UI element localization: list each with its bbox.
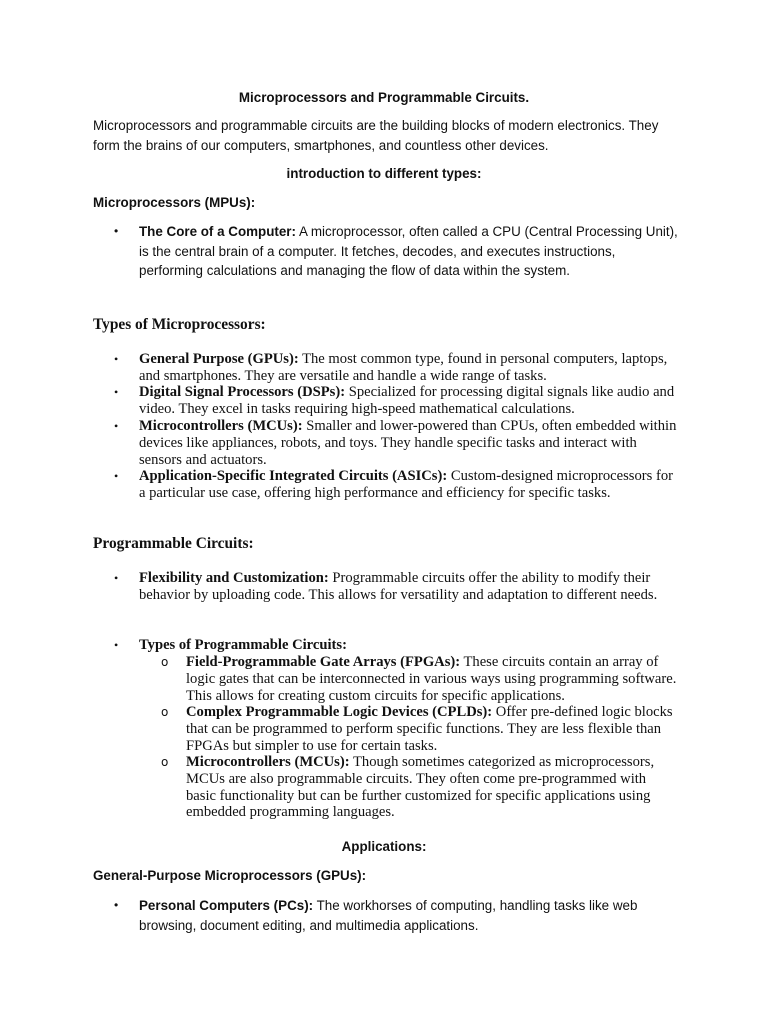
circle-bullet-icon: o — [161, 705, 169, 719]
list-item-text: Smaller and lower-powered than CPUs, often embedded within devices like appliances, robots, and toys. They handle specific tasks and interact with sensors and actuators. — [139, 418, 677, 468]
list-item-general-purpose — [139, 351, 679, 385]
list-item-term: Complex Programmable Logic Devices (CPLDs): — [186, 704, 493, 720]
list-item-term: Microcontrollers (MCUs): — [186, 754, 350, 770]
intro-types-heading: introduction to different types: — [286, 166, 482, 181]
circle-bullet-icon: o — [161, 755, 169, 769]
sub-item-cpld — [186, 704, 678, 754]
list-item-text: A microprocessor, often called a CPU (Central Processing Unit), is the central brain of a computer. It fetches, decodes, and executes instructions, performing calculations and managing the flow of data within the system. — [139, 224, 678, 279]
list-item-term: Flexibility and Customization: — [139, 570, 329, 586]
list-item-term: The Core of a Computer: — [139, 224, 296, 239]
mpu-heading: Microprocessors (MPUs): — [93, 195, 256, 210]
list-item-text: These circuits contain an array of logic gates that can be interconnected in various ways using programming software. This allows for creating custom circuits for specific applications. — [186, 654, 677, 704]
list-item-core-computer — [139, 222, 679, 281]
list-item-term: Digital Signal Processors (DSPs): — [139, 384, 346, 400]
list-item-text: Though sometimes categorized as microprocessors, MCUs are also programmable circuits. They often come pre-programmed with basic functionality but can be further customized for specific applications using embedded programming languages. — [186, 754, 655, 821]
applications-heading: Applications: — [341, 839, 427, 854]
list-item-mcu — [139, 418, 679, 468]
list-item-term: Types of Programmable Circuits: — [139, 637, 347, 653]
bullet-icon: • — [114, 385, 119, 399]
list-item-personal-computers — [139, 896, 679, 935]
list-item-term: Field-Programmable Gate Arrays (FPGAs): — [186, 654, 461, 670]
list-item-text: Offer pre-defined logic blocks that can be programmed to perform specific functions. They are less flexible than FPGAs but simpler to use for certain tasks. — [186, 704, 673, 754]
list-item-term: Personal Computers (PCs): — [139, 898, 314, 913]
list-item-text: Specialized for processing digital signals like audio and video. They excel in tasks requiring high-speed mathematical calculations. — [139, 384, 675, 417]
list-item-dsp — [139, 384, 679, 418]
document-title: Microprocessors and Programmable Circuits. — [238, 90, 530, 105]
list-item-text: Custom-designed microprocessors for a particular use case, offering high performance and efficiency for specific tasks. — [139, 468, 673, 501]
types-heading: Types of Microprocessors: — [93, 316, 266, 333]
sub-item-mcu — [186, 754, 678, 821]
list-item-asic — [139, 468, 679, 502]
intro-paragraph: Microprocessors and programmable circuits are the building blocks of modern electronics. They form the brains of our computers, smartphones, and countless other devices. — [93, 118, 659, 153]
bullet-icon: • — [114, 571, 119, 585]
list-item-text: Programmable circuits offer the ability to modify their behavior by uploading code. This allows for versatility and adaptation to different needs. — [139, 570, 658, 603]
list-item-flexibility — [139, 570, 679, 604]
bullet-icon: • — [114, 419, 119, 433]
list-item-term: Application-Specific Integrated Circuits (ASICs): — [139, 468, 448, 484]
list-item-term: Microcontrollers (MCUs): — [139, 418, 303, 434]
bullet-icon: • — [114, 898, 119, 912]
list-item-text: The workhorses of computing, handling tasks like web browsing, document editing, and multimedia applications. — [139, 898, 638, 933]
bullet-icon: • — [114, 469, 119, 483]
sub-item-fpga — [186, 654, 678, 704]
programmable-circuits-heading: Programmable Circuits: — [93, 535, 254, 552]
bullet-icon: • — [114, 638, 119, 652]
list-item-text: The most common type, found in personal computers, laptops, and smartphones. They are versatile and handle a wide range of tasks. — [139, 351, 668, 384]
list-item-types-programmable — [139, 637, 679, 654]
list-item-term: General Purpose (GPUs): — [139, 351, 299, 367]
bullet-icon: • — [114, 224, 119, 238]
bullet-icon: • — [114, 352, 119, 366]
circle-bullet-icon: o — [161, 655, 169, 669]
gp-heading: General-Purpose Microprocessors (GPUs): — [93, 868, 367, 883]
